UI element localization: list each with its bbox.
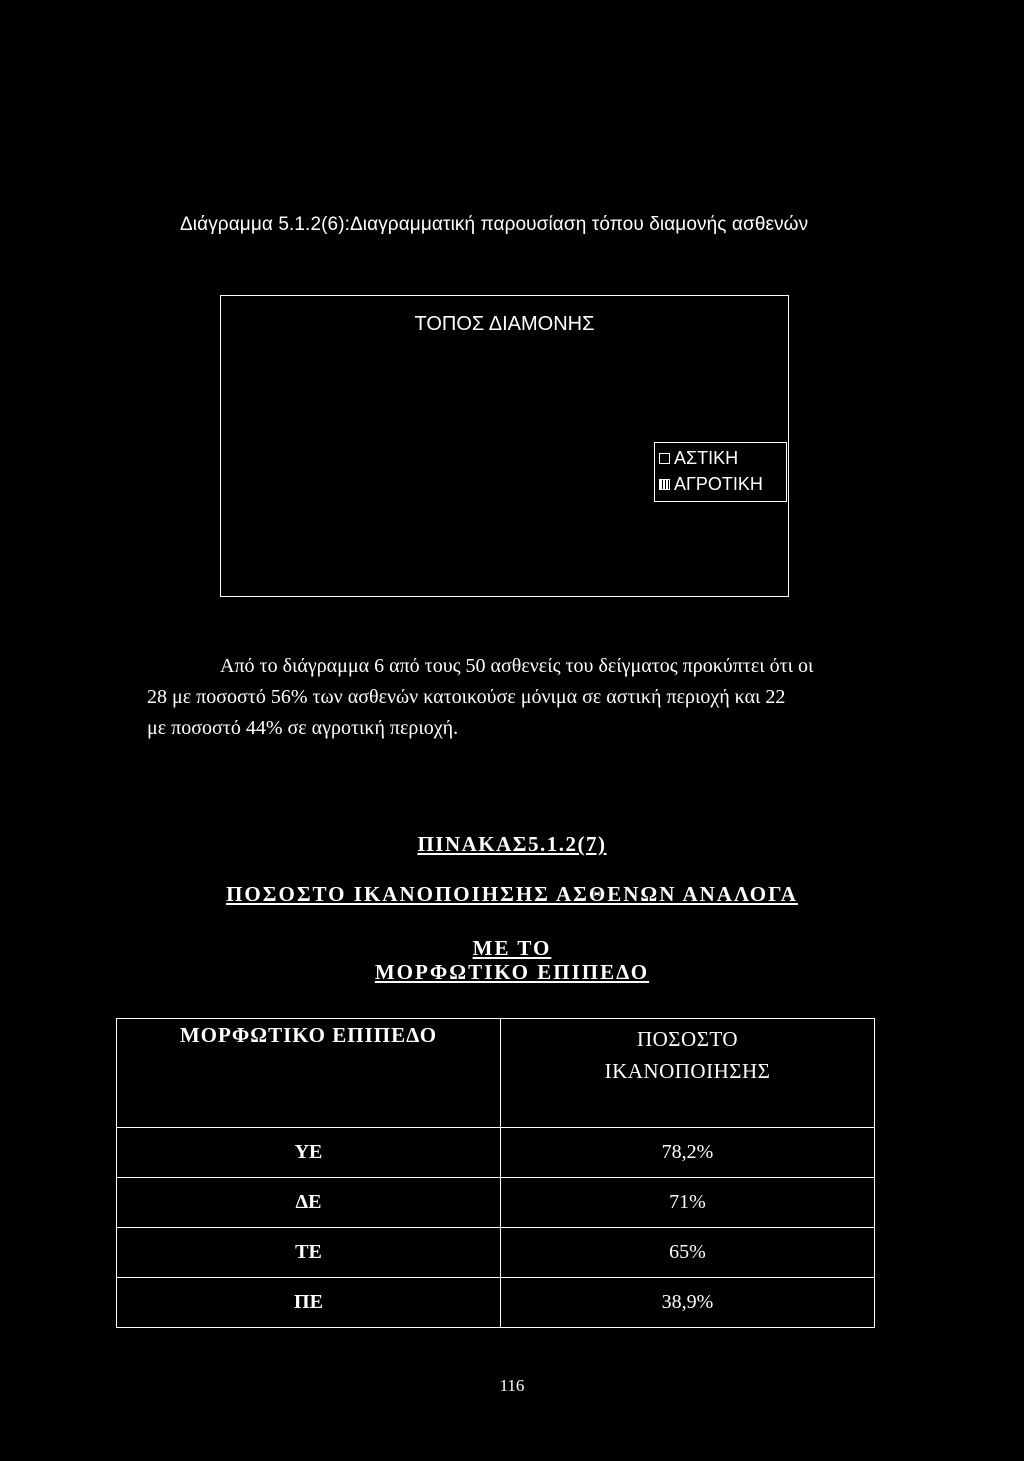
table-title-line-1: ΠΟΣΟΣΤΟ ΙΚΑΝΟΠΟΙΗΣΗΣ ΑΣΘΕΝΩΝ ΑΝΑΛΟΓΑ	[226, 882, 798, 906]
page-number: 116	[499, 1376, 525, 1395]
chart-title: ΤΟΠΟΣ ΔΙΑΜΟΝΗΣ	[414, 313, 595, 335]
body-paragraph	[147, 651, 887, 744]
legend-swatch-urban	[659, 453, 670, 464]
figure-caption: Διάγραμμα 5.1.2(6):Διαγραμματική παρουσίαση τόπου διαμονής ασθενών	[180, 214, 809, 235]
table-row	[117, 1278, 875, 1328]
header-satisfaction-percent	[501, 1019, 875, 1128]
header-satisfaction-line-2: ΙΚΑΝΟΠΟΙΗΣΗΣ	[604, 1059, 771, 1083]
cell-percent: 38,9%	[501, 1278, 875, 1328]
cell-level: ΔΕ	[117, 1178, 501, 1228]
cell-level: ΠΕ	[117, 1278, 501, 1328]
table-title-line-2: ΜΕ ΤΟ	[472, 936, 552, 960]
legend-item-rural	[659, 471, 786, 497]
cell-level: ΤΕ	[117, 1228, 501, 1278]
legend-swatch-rural	[659, 479, 670, 490]
paragraph-line-1: Από το διάγραμμα 6 από τους 50 ασθενείς του δείγματος προκύπτει ότι οι	[220, 655, 814, 677]
table-header-row	[117, 1019, 875, 1128]
table-row	[117, 1228, 875, 1278]
table-title-line-3: ΜΟΡΦΩΤΙΚΟ ΕΠΙΠΕΔΟ	[374, 960, 650, 984]
cell-level: ΥΕ	[117, 1128, 501, 1178]
legend-item-urban	[659, 445, 786, 471]
table-number: ΠΙΝΑΚΑΣ5.1.2(7)	[417, 832, 607, 856]
legend-label-urban: ΑΣΤΙΚΗ	[674, 447, 739, 468]
paragraph-line-3: με ποσοστό 44% σε αγροτική περιοχή.	[147, 717, 459, 739]
satisfaction-table	[116, 1018, 875, 1328]
header-satisfaction-line-1: ΠΟΣΟΣΤΟ	[636, 1027, 739, 1051]
chart-frame	[220, 295, 789, 597]
cell-percent: 71%	[501, 1178, 875, 1228]
table-row	[117, 1178, 875, 1228]
cell-percent: 65%	[501, 1228, 875, 1278]
header-education-level: ΜΟΡΦΩΤΙΚΟ ΕΠΙΠΕΔΟ	[117, 1019, 501, 1128]
chart-legend	[654, 442, 787, 502]
legend-label-rural: ΑΓΡΟΤΙΚΗ	[674, 473, 763, 494]
cell-percent: 78,2%	[501, 1128, 875, 1178]
paragraph-line-2: 28 με ποσοστό 56% των ασθενών κατοικούσε μόνιμα σε αστική περιοχή και 22	[147, 686, 786, 708]
table-row	[117, 1128, 875, 1178]
